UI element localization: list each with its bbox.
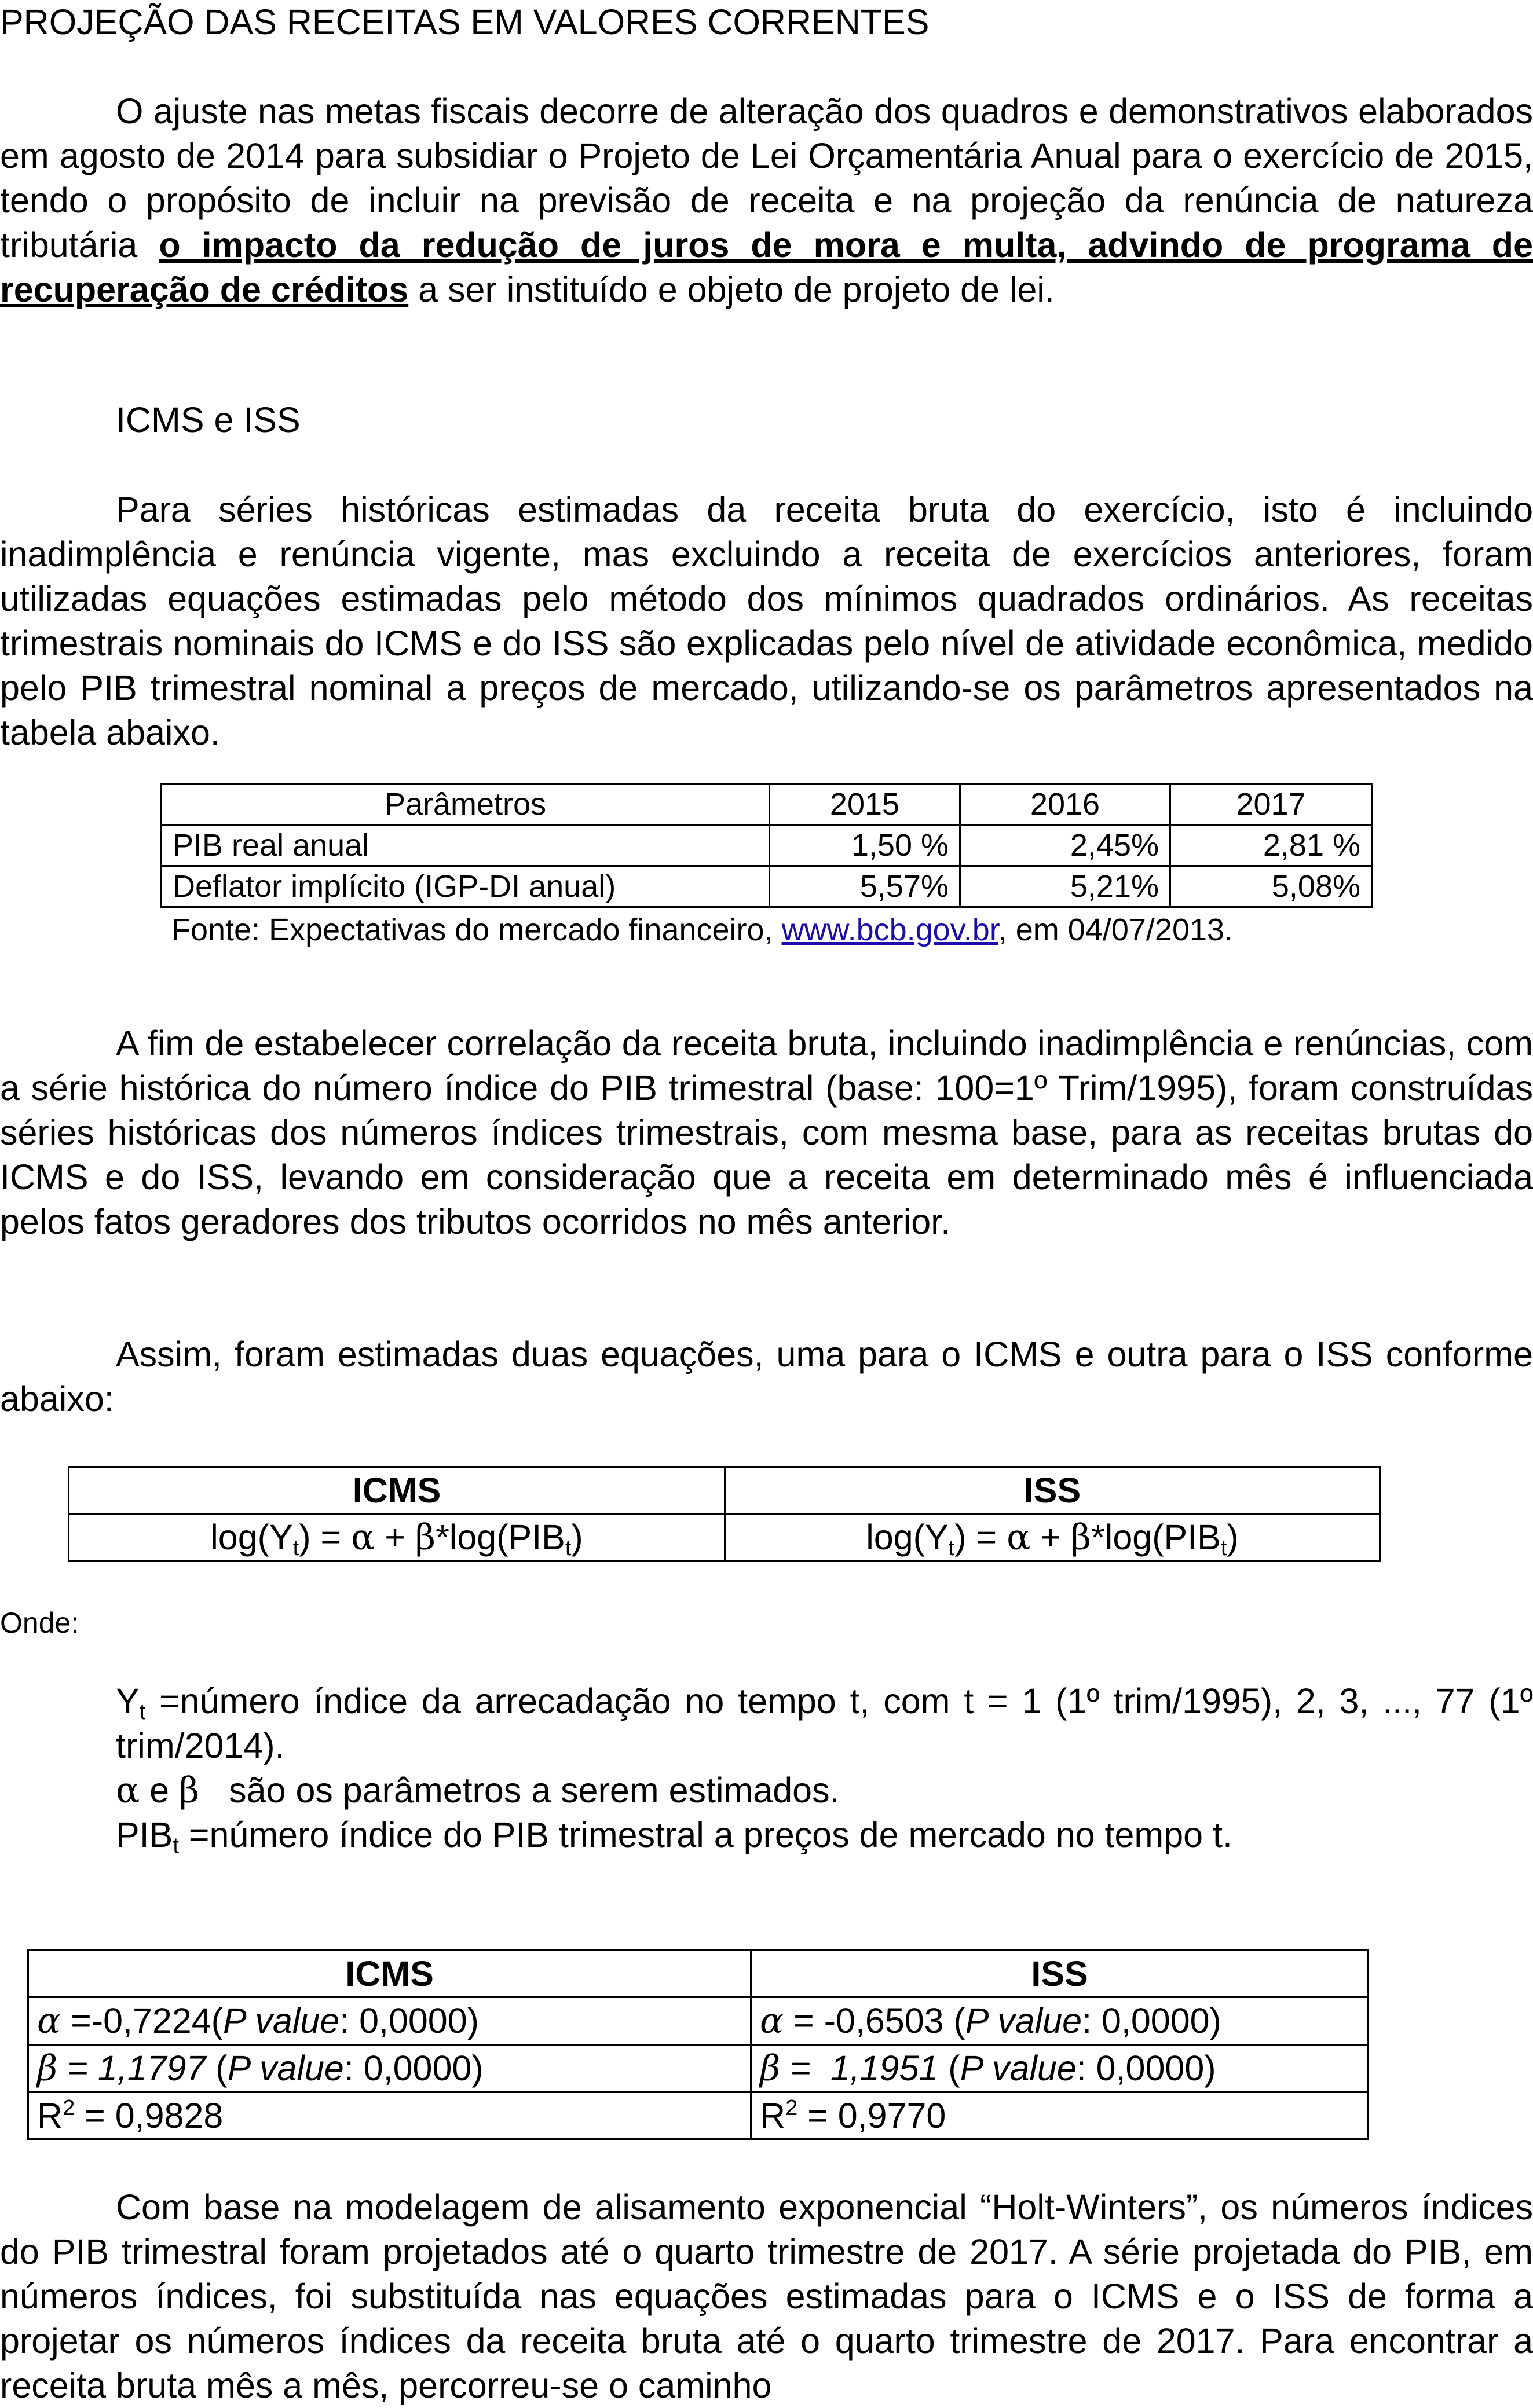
table-row [28, 1997, 1369, 2045]
table-row [28, 2092, 1369, 2139]
table-row: PIB real anual 1,50 % 2,45% 2,81 % [162, 825, 1372, 866]
icms-alpha: α =-0,7224(P value: 0,0000) [28, 1997, 751, 2045]
table-row [69, 1514, 1380, 1562]
icms-equation: $\log(Y_t) = \alpha + \beta*\log(PIB_t)$ [69, 1514, 725, 1562]
paragraph-ajuste: O ajuste nas metas fiscais decorre de alteração dos quadros e demonstrativos elaborados em agosto de 2014 para subsidiar o Projeto de Lei Orçamentária Anual para o exercício de 2015, tendo o propósito de incluir na previsão de receita e na projeção da renúncia de natureza tributária o impacto da redução de juros de mora e multa, advindo de programa de recuperação de créditos a ser instituído e objeto de projeto de lei. [0, 91, 1533, 309]
parameters-table [160, 783, 1373, 908]
iss-beta: β = 1,1951 (P value: 0,0000) [751, 2045, 1369, 2092]
table-row [28, 2045, 1369, 2092]
paragraph-series: Para séries históricas estimadas da receita bruta do exercício, isto é incluindo inadimplência e renúncia vigente, mas excluindo a receita de exercícios anteriores, foram utilizadas equações estimadas pelo método dos mínimos quadrados ordinários. As receitas trimestrais nominais do ICMS e do ISS são explicadas pelo nível de atividade econômica, medido pelo PIB trimestral nominal a preços de mercado, utilizando-se os parâmetros apresentados na tabela abaixo. [0, 490, 1533, 752]
iss-equation: $\log(Y_t) = \alpha + \beta*\log(PIB_t)$ [725, 1514, 1380, 1562]
definition-alpha-beta: α e β são os parâmetros a serem estimados. [116, 1770, 840, 1811]
equations-table [68, 1466, 1381, 1562]
icms-r2: $R^2 = 0,9828$ [28, 2092, 751, 2139]
paragraph-correlacao: A fim de estabelecer correlação da receita bruta, incluindo inadimplência e renúncias, com a série histórica do número índice do PIB trimestral (base: 100=1º Trim/1995), foram construídas séries históricas dos números índices trimestrais, com mesma base, para as receitas brutas do ICMS e do ISS, levando em consideração que a receita em determinado mês é influenciada pelos fatos geradores dos tributos ocorridos no mês anterior. [0, 1024, 1533, 1241]
definition-pib: $PIB_t$ =número índice do PIB trimestral a preços de mercado no tempo t. [116, 1815, 1232, 1858]
table-row: Deflator implícito (IGP-DI anual) 5,57% 5,21% 5,08% [162, 866, 1372, 907]
table-header-row: ICMS ISS [69, 1467, 1380, 1514]
paragraph-equacoes: Assim, foram estimadas duas equações, uma para o ICMS e outra para o ISS conforme abaixo: [0, 1335, 1533, 1419]
table-header-row: Parâmetros 2015 2016 2017 [162, 784, 1372, 825]
page-title: PROJEÇÃO DAS RECEITAS EM VALORES CORRENTES [0, 2, 930, 42]
table-header-row: ICMS ISS [28, 1951, 1369, 1997]
source-link[interactable]: www.bcb.gov.br [781, 912, 998, 947]
icms-beta: β = 1,1797 (P value: 0,0000) [28, 2045, 751, 2092]
iss-alpha: α = -0,6503 (P value: 0,0000) [751, 1997, 1369, 2045]
onde-label: Onde: [0, 1607, 79, 1639]
table-source: Fonte: Expectativas do mercado financeiro, www.bcb.gov.br, em 04/07/2013. [171, 912, 1234, 947]
results-table [27, 1949, 1369, 2140]
highlighted-text: o impacto da redução de juros de mora e multa, advindo de programa de recuperação de créditos [0, 225, 1533, 309]
paragraph-holt-winters: Com base na modelagem de alisamento exponencial “Holt-Winters”, os números índices do PIB trimestral foram projetados até o quarto trimestre de 2017. A série projetada do PIB, em números índices, foi substituída nas equações estimadas para o ICMS e o ISS de forma a projetar os números índices da receita bruta até o quarto trimestre de 2017. Para encontrar a receita bruta mês a mês, percorreu-se o caminho [0, 2187, 1533, 2405]
iss-r2: $R^2 = 0,9770$ [751, 2092, 1369, 2139]
section-subtitle: ICMS e ISS [116, 400, 301, 439]
definition-y: $Y_t$ =número índice da arrecadação no tempo t, com t = 1 (1º trim/1995), 2, 3, ..., 77 (1º trim/2014). [116, 1681, 1533, 1765]
